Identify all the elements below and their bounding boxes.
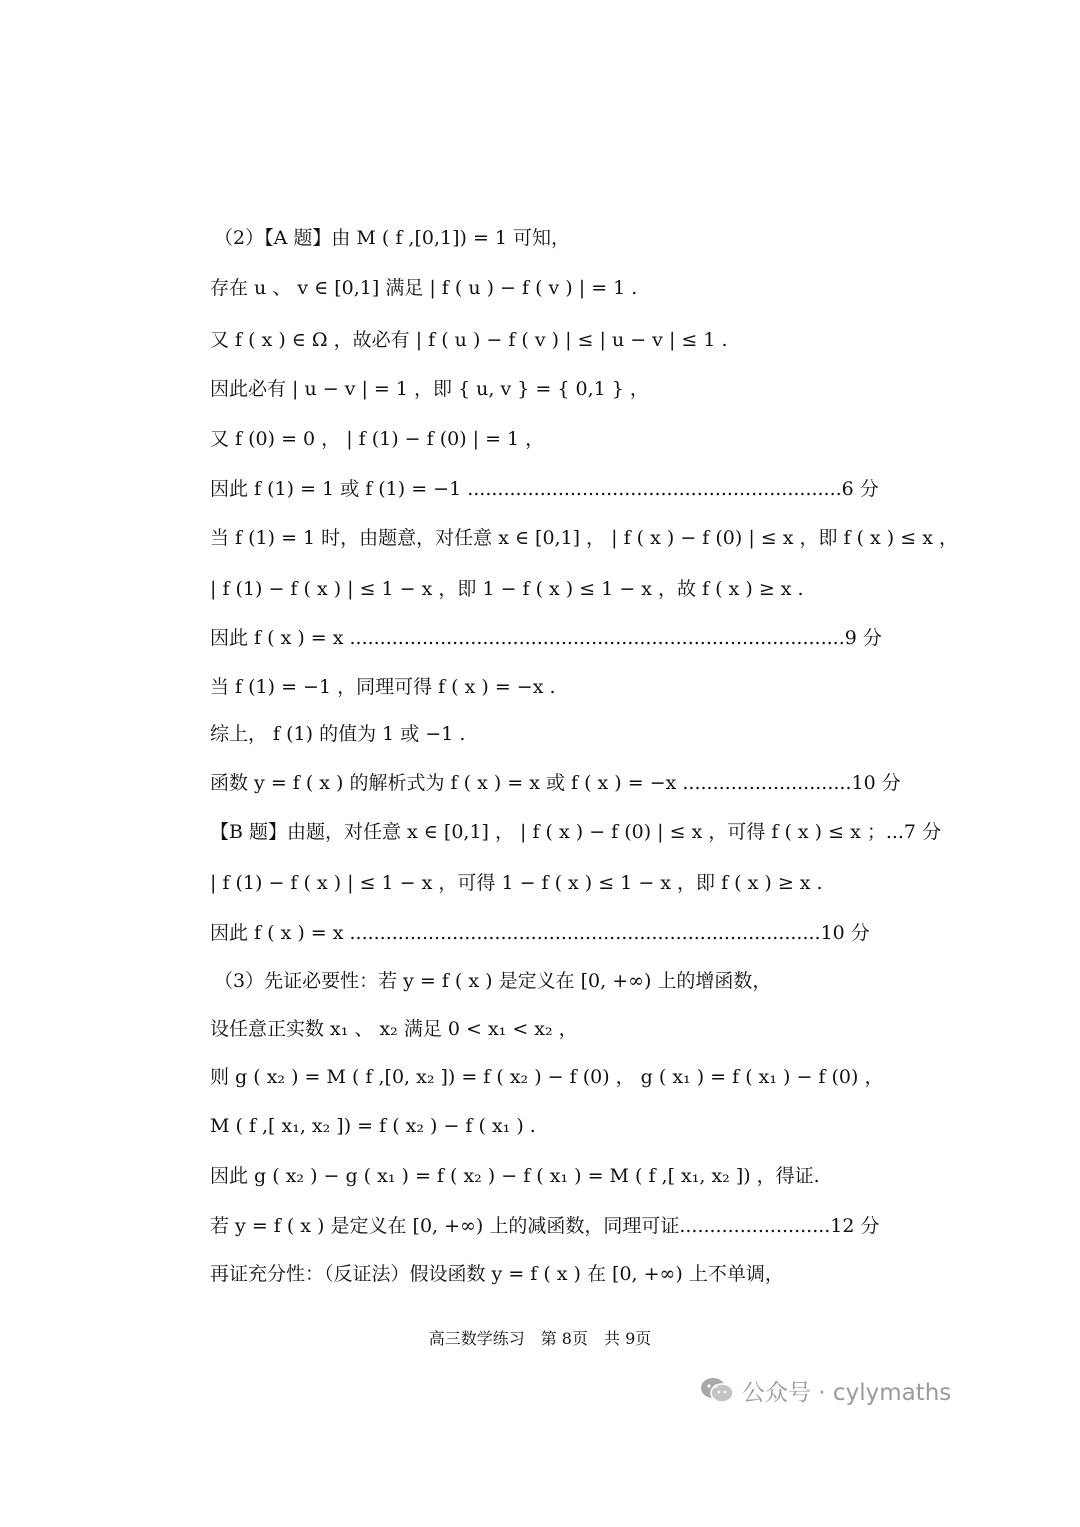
solution-line: 若 y = f ( x ) 是定义在 [0, +∞) 上的减函数，同理可证.........................12 分 xyxy=(210,1215,880,1237)
solution-line: | f (1) − f ( x ) | ≤ 1 − x ，即 1 − f ( x ) ≤ 1 − x ，故 f ( x ) ≥ x . xyxy=(210,578,804,600)
solution-line: 设任意正实数 x₁ 、 x₂ 满足 0 < x₁ < x₂ ， xyxy=(210,1018,578,1040)
solution-line: 又 f ( x ) ∈ Ω ，故必有 | f ( u ) − f ( v ) | ≤ | u − v | ≤ 1 . xyxy=(210,329,728,351)
solution-line: （3）先证必要性：若 y = f ( x ) 是定义在 [0, +∞) 上的增函数， xyxy=(214,970,772,992)
solution-line: （2）【A 题】由 M ( f ,[0,1]) = 1 可知， xyxy=(214,227,571,249)
solution-line: 因此必有 | u − v | = 1 ，即 { u, v } = { 0,1 } ， xyxy=(210,378,649,400)
solution-line: 【B 题】由题，对任意 x ∈ [0,1] ， | f ( x ) − f (0) | ≤ x ，可得 f ( x ) ≤ x ；...7 分 xyxy=(210,821,942,843)
solution-line: 因此 f ( x ) = x ..............................................................................10 分 xyxy=(210,922,870,944)
wechat-icon xyxy=(700,1376,734,1404)
solution-line: 再证充分性：（反证法）假设函数 y = f ( x ) 在 [0, +∞) 上不单调， xyxy=(210,1263,784,1285)
solution-line: 因此 f (1) = 1 或 f (1) = −1 ..............................................................6 分 xyxy=(210,478,879,500)
solution-line: 当 f (1) = −1 ，同理可得 f ( x ) = −x . xyxy=(210,676,556,698)
solution-line: 综上， f (1) 的值为 1 或 −1 . xyxy=(210,723,466,745)
solution-line: 又 f (0) = 0 ， | f (1) − f (0) | = 1 ， xyxy=(210,428,545,450)
solution-line: M ( f ,[ x₁, x₂ ]) = f ( x₂ ) − f ( x₁ ) . xyxy=(210,1115,536,1137)
solution-line: 存在 u 、 v ∈ [0,1] 满足 | f ( u ) − f ( v ) | = 1 . xyxy=(210,277,638,299)
solution-line: | f (1) − f ( x ) | ≤ 1 − x ，可得 1 − f ( x ) ≤ 1 − x ，即 f ( x ) ≥ x . xyxy=(210,872,823,894)
watermark-text: 公众号 · cylymaths xyxy=(742,1379,952,1406)
solution-line: 因此 g ( x₂ ) − g ( x₁ ) = f ( x₂ ) − f ( x₁ ) = M ( f ,[ x₁, x₂ ]) ，得证. xyxy=(210,1165,820,1187)
solution-line: 因此 f ( x ) = x ..................................................................................9 分 xyxy=(210,627,882,649)
solution-line: 函数 y = f ( x ) 的解析式为 f ( x ) = x 或 f ( x ) = −x ............................10 分 xyxy=(210,772,901,794)
solution-line: 则 g ( x₂ ) = M ( f ,[0, x₂ ]) = f ( x₂ ) − f (0) ， g ( x₁ ) = f ( x₁ ) − f (0) ， xyxy=(210,1066,884,1088)
page-footer: 高三数学练习 第 8页 共 9页 xyxy=(428,1329,652,1348)
watermark xyxy=(700,1372,951,1408)
solution-line: 当 f (1) = 1 时，由题意，对任意 x ∈ [0,1] ， | f ( x ) − f (0) | ≤ x ，即 f ( x ) ≤ x ， xyxy=(210,527,958,549)
